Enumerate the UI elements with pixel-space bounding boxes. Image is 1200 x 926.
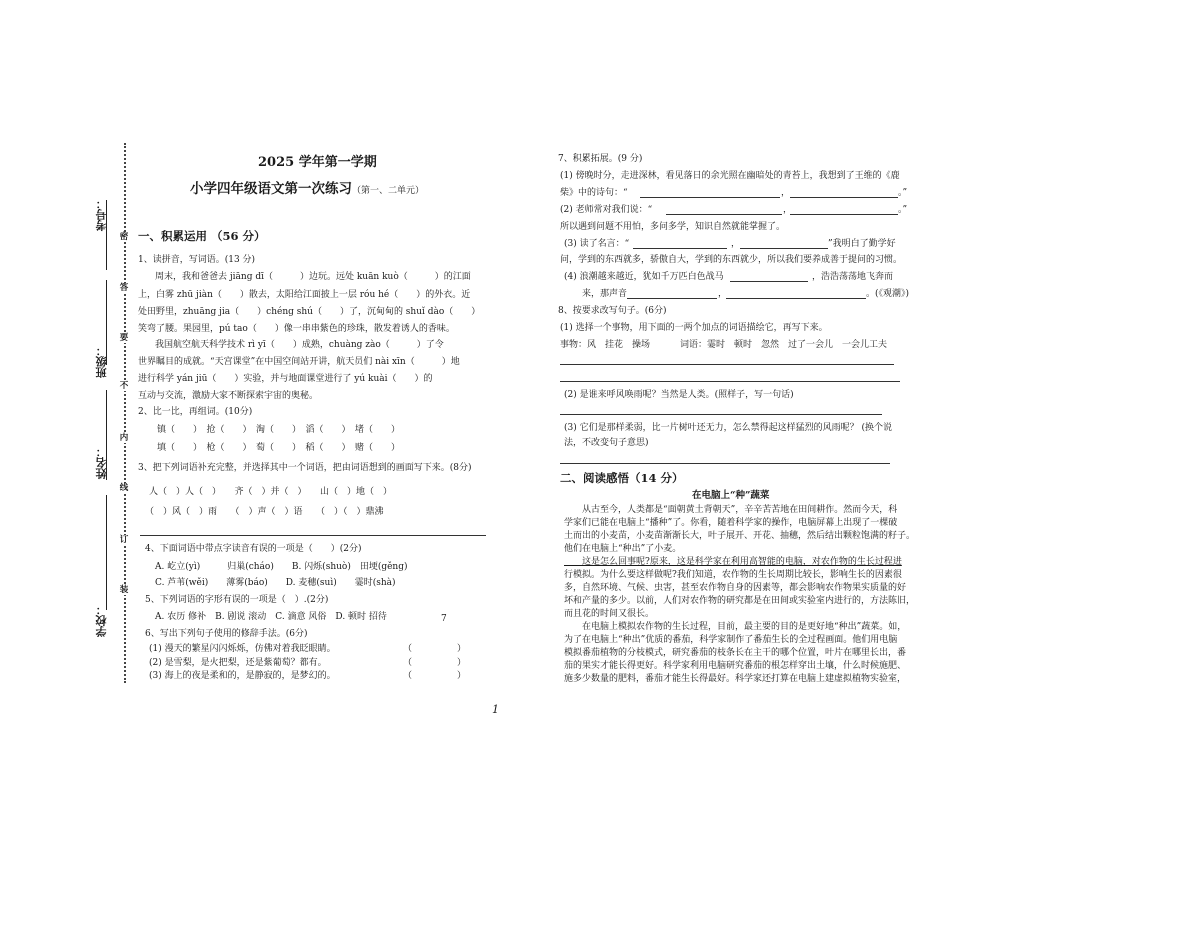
q6-blank: （ ） [403,671,467,681]
q6-item: (3) 海上的夜是柔和的，是静寂的，是梦幻的。 [149,671,336,681]
q3-title: 3、把下列词语补充完整，并选择其中一个词语，把由词语想到的画面写下来。(8分) [138,463,472,473]
exam-number-line [106,200,107,270]
q1-line: 进行科学 yán jiū（ ）实验，并与地面课堂进行了 yú kuài（ ）的 [138,374,433,384]
q8-sentence: 法，不改变句子意思) [564,438,649,448]
q7-blank [730,281,808,282]
q8-words: 词语：霎时 顿时 忽然 过了一会儿 一会儿工夫 [680,340,888,350]
q6-item: (1) 漫天的繁星闪闪烁烁，仿佛对着我眨眼睛。 [149,644,336,654]
article-line: 坏和产量的多少。以前，人们对农作物的研究都是在田间或实验室内进行的，方法陈旧， [564,596,916,606]
article-line: 从古至今，人类都是“面朝黄土背朝天”，辛辛苦苦地在田间耕作。然而今天，科 [564,505,898,515]
q7-line: 。(《观潮》) [866,289,910,299]
article-line: 土而出的小麦苗，小麦苗渐渐长大，叶子展开、开花、抽穗，然后结出颗粒饱满的籽子。 [564,531,916,541]
q7-line: ，浩浩荡荡地飞奔而 [812,272,894,282]
name-line [106,390,107,480]
q7-line: (1) 傍晚时分，走进深林，看见落日的余光照在幽暗处的青苔上，我想到了王维的《鹿 [560,171,900,181]
stray-number: 7 [441,614,447,624]
article-line: 行模拟。为什么要这样做呢?我们知道，农作物的生长周期比较长，影响生长的因素很 [564,570,902,580]
school-line [106,495,107,610]
q8-sentence: (1) 选择一个事物，用下面的一两个加点的词语描绘它，再写下来。 [560,323,828,333]
seal-char: 答 [117,283,131,293]
article-line: 模拟番茄植物的分枝模式，研究番茄的枝条长在主干的哪个位置，叶片在哪里长出，番 [564,648,907,658]
name-label: 姓名： [95,446,108,479]
q7-blank [666,214,782,215]
comma: ， [781,188,791,198]
seal-char: 装 [117,585,131,595]
q1-line: 上，白雾 zhū jiàn（ ）散去，太阳给江面披上一层 róu hé（ ）的外衣。近 [138,290,471,300]
seal-char: 订 [117,535,131,545]
q7-blank [627,298,717,299]
q1-line: 我国航空航天科学技术 rì yī（ ）成熟，chuàng zào（ ）了令 [155,340,444,350]
school-label: 学校： [95,604,108,637]
article-line: 他们在电脑上“种出”了小麦。 [564,544,682,554]
q5-title: 5、下列词语的字形有误的一项是（ ）.(2分) [145,595,329,605]
article-line: 而且花的时间又很长。 [564,609,655,619]
q7-blank [640,197,780,198]
page-title [190,177,424,197]
article-line: 在电脑上模拟农作物的生长过程，目前，最主要的目的是更好地“种出”蔬菜。如， [564,622,907,632]
q4-options: C. 芦苇(wěi) 薄雾(báo) D. 麦穗(suì) 霎时(shà) [155,578,396,588]
seal-char: 不 [117,381,131,391]
q5-options: A. 农历 修补 B. 剧说 滚动 C. 滴意 风俗 D. 顿时 招待 [155,612,387,622]
q3-row: （ ）风（ ）雨 （ ）声（ ）语 （ ）（ ）鼎沸 [145,507,384,517]
q7-blank [790,197,898,198]
seal-char: 线 [117,483,131,493]
q8-sentence: (2) 是谁来呼风唤雨呢？当然是人类。(照样子，写一句话) [564,390,794,400]
comma: ， [731,239,741,249]
year-term: 2025 学年第一学期 [258,155,377,170]
comma: ， [783,205,793,215]
q1-line: 笑弯了腰。果园里，pú tao（ ）像一串串紫色的珍珠，散发着诱人的香味。 [138,324,455,334]
seal-char: 密 [117,232,131,242]
title-text: 小学四年级语文第一次练习 [190,181,352,197]
q7-line: 问，学到的东西就多，骄傲自大，学到的东西就少，所以我们要养成善于提问的习惯。 [560,255,903,265]
title-scope: （第一、二单元） [352,186,425,196]
article-line: 施多少数量的肥料，番茄才能生长得最好。科学家还打算在电脑上建虚拟植物实验室， [564,674,907,684]
q8-answer-line [560,381,900,382]
q7-line: (4) 浪潮越来越近，犹如千万匹白色战马 [564,272,724,282]
q7-title: 7、积累拓展。(9 分) [558,154,643,164]
q4-title: 4、下面词语中带点字读音有误的一项是（ ）(2分) [145,544,362,554]
section1-heading: 一、积累运用 （56 分） [138,229,266,243]
q7-line: 柴》中的诗句：“ [560,188,628,198]
q3-row: 人（ ）人（ ） 齐（ ）并（ ） 山（ ）地（ ） [149,487,393,497]
q7-blank [740,248,828,249]
q8-things: 事物：风 挂花 操场 [560,340,651,350]
seal-char: 要 [117,333,131,343]
article-line: 学家们已能在电脑上“播种”了。你看，随着科学家的操作，电脑屏幕上出现了一棵破 [564,518,898,528]
article-title: 在电脑上“种”蔬菜 [692,490,770,501]
class-label: 班级： [95,345,108,378]
article-line: 多，自然环境、气候、虫害，甚至农作物自身的因素等，都会影响农作物果实质量的好 [564,583,907,593]
q2-row: 填（ ） 枪（ ） 萄（ ） 稻（ ） 赌（ ） [157,443,401,453]
q7-blank [726,298,866,299]
q8-sentence: (3) 它们是那样柔弱，比一片树叶还无力，怎么禁得起这样猛烈的风雨呢？ (换个说 [564,423,892,433]
q7-line: (2) 老师常对我们说：“ [560,205,653,215]
q7-line: 来，那声音 [582,289,628,299]
q7-blank [633,248,727,249]
class-line [106,280,107,365]
article-line: 为了在电脑上“种出”优质的番茄，科学家制作了番茄生长的全过程画面。他们用电脑 [564,635,898,645]
q3-answer-line [140,535,486,536]
q8-answer-line [560,364,894,365]
section2-heading: 二、阅读感悟（14 分） [560,471,684,485]
comma: ， [718,289,728,299]
q7-blank [790,214,898,215]
q7-line: 所以遇到问题不用怕，多问多学，知识自然就能掌握了。 [560,222,786,232]
binding-dotted-line [124,143,126,683]
q8-title: 8、按要求改写句子。(6分) [558,306,667,316]
q1-line: 周末，我和爸爸去 jiāng dī（ ）边玩。远处 kuān kuò（ ）的江面 [155,272,471,282]
q2-title: 2、比一比，再组词。(10分) [138,407,253,417]
q4-options: A. 屹立(yì) 归巢(cháo) B. 闪烁(shuò) 田埂(gěng) [155,562,408,572]
q6-title: 6、写出下列句子使用的修辞手法。(6分) [145,629,308,639]
q8-answer-line [560,463,890,464]
q7-line: ”我明白了勤学好 [828,239,896,249]
q1-line: 处田野里，zhuāng jia（ ）chéng shú（ ）了，沉甸甸的 shuǐ dào（ ） [138,307,481,317]
q6-item: (2) 是雪梨，是火把梨，还是紫葡萄？都有。 [149,658,327,668]
q1-title: 1、读拼音，写词语。(13 分) [138,255,256,265]
q8-answer-line [560,414,882,415]
quote-close: 。” [898,188,908,198]
q1-line: 世界瞩目的成就。“天宫课堂”在中国空间站开讲，航天员们 nài xīn（ ）地 [138,357,460,367]
article-line: 茄的果实才能长得更好。科学家利用电脑研究番茄的根怎样穿出土壤，什么时候施肥、 [564,661,907,671]
q1-line: 互动与交流，激励大家不断探索宇宙的奥秘。 [138,391,319,401]
q6-blank: （ ） [403,644,467,654]
quote-close: 。” [898,205,908,215]
exam-number-label: 考号： [95,198,108,231]
page-mark: 1 [492,703,499,716]
q7-line: (3) 读了名言：“ [564,239,630,249]
seal-char: 内 [117,433,131,443]
q6-blank: （ ） [403,658,467,668]
article-line: 这是怎么回事呢?原来，这是科学家在利用高智能的电脑，对农作物的生长过程进 [564,557,902,567]
q2-row: 镇（ ） 抢（ ） 淘（ ） 滔（ ） 堵（ ） [157,425,401,435]
